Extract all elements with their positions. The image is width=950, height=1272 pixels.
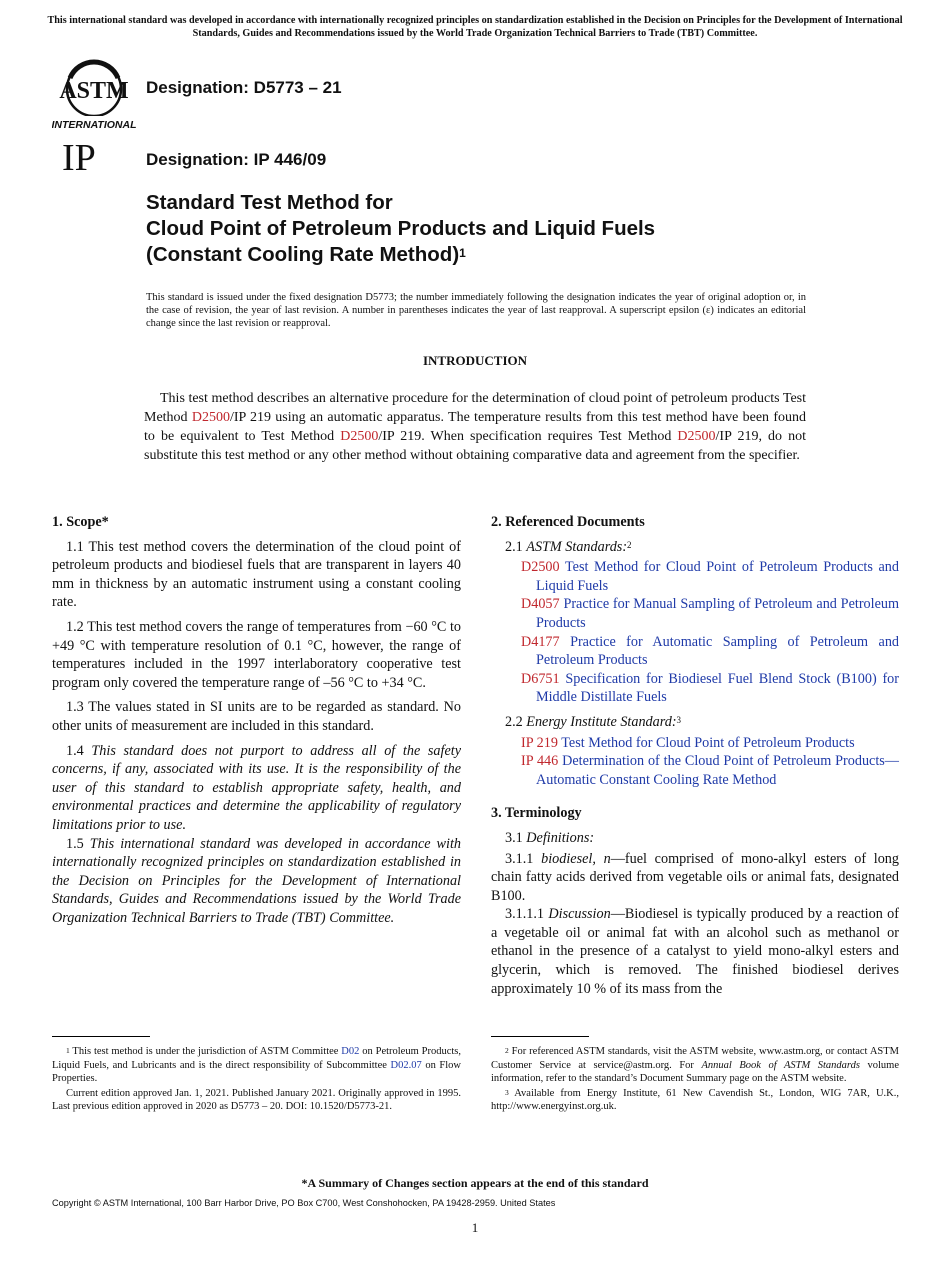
link-committee-d02[interactable]: D02 [341, 1046, 360, 1057]
reference-item[interactable]: D6751 Specification for Biodiesel Fuel Blend Stock (B100) for Middle Distillate Fuels [521, 670, 899, 706]
svg-text:IP: IP [62, 137, 96, 176]
reference-item[interactable]: IP 219 Test Method for Cloud Point of Petroleum Products [521, 734, 855, 751]
energy-institute-ip-logo [60, 136, 102, 176]
svg-text:INTERNATIONAL: INTERNATIONAL [52, 119, 136, 131]
reference-item[interactable]: IP 446 Determination of the Cloud Point of Petroleum Products—Automatic Constant Cooling Rate Method [521, 753, 899, 788]
scope-1-5: 1.5 This international standard was developed in accordance with internationally recognized principles on standardization established in the Decision on Principles for the Development of International Standards, Guides and Recommendations issued by the World Trade Organization Technical Barriers to Trade (TBT) Committee. [52, 835, 461, 926]
page-number: 1 [471, 1220, 479, 1235]
introduction-heading: INTRODUCTION [422, 353, 527, 368]
reference-item[interactable]: D2500 Test Method for Cloud Point of Petroleum Products and Liquid Fuels [521, 559, 899, 594]
definition-biodiesel: 3.1.1 biodiesel, n—fuel comprised of mono-alkyl esters of long chain fatty acids derived from vegetable oils or animal fats, designated B100. [491, 850, 899, 904]
scope-1-1: 1.1 This test method covers the determination of the cloud point of petroleum products and biodiesel fuels that are transparent in layers 40 mm in thickness by an automatic instrument using a constant cooling rate. [52, 538, 461, 611]
title-line-3: (Constant Cooling Rate Method)$^1$ [146, 243, 466, 266]
issued-notice: This standard is issued under the fixed designation D5773; the number immediately following the designation indicates the year of original adoption or, in the case of revision, the year of last revision. A number in parentheses indicates the year of last reapproval. A superscript epsilon (ε) indicates an editorial change since the last revision or reapproval. [146, 292, 806, 329]
discussion-biodiesel: 3.1.1.1 Discussion—Biodiesel is typically produced by a reaction of a vegetable oil or animal fat with an alcohol such as methanol or ethanol in the presence of a catalyst to yield mono-alkyl esters and glycerin, which is removed. The finished biodiesel derives approximately 10 % of its mass from the [491, 906, 900, 997]
scope-heading: 1. Scope* [52, 514, 109, 530]
footnotes-left [52, 1045, 461, 1115]
footnote-1: $^1$ This test method is under the jurisdiction of ASTM Committee D02 on Petroleum Products, Liquid Fuels, and Lubricants and is the direct responsibility of Subcommittee D02.07 on Flow Properties. [52, 1046, 462, 1084]
link-d2500[interactable]: D2500 [340, 429, 379, 444]
scope-1-4: 1.4 This standard does not purport to address all of the safety concerns, if any, associated with its use. It is the responsibility of the user of this standard to establish appropriate safety, health, and environmental practices and determine the applicability of regulatory limitations prior to use. [52, 742, 461, 833]
svg-text:ASTM: ASTM [59, 78, 129, 104]
terminology-heading: 3. Terminology [491, 805, 582, 822]
link-d2500[interactable]: D2500 [677, 429, 716, 444]
introduction-text: This test method describes an alternative procedure for the determination of cloud point of petroleum products Test Method D2500/IP 219 using an automatic apparatus. The temperature results from this test method have been found to be equivalent to Test Method D2500/IP 219. When specification requires Test Method D2500/IP 219, do not substitute this test method or any other method without obtaining comparative data and agreement from the specifier. [144, 391, 806, 463]
astm-international-logo [52, 58, 136, 132]
summary-of-changes-note: *A Summary of Changes section appears at the end of this standard [301, 1176, 649, 1190]
right-column [491, 513, 899, 998]
reference-item[interactable]: D4177 Practice for Automatic Sampling of Petroleum and Petroleum Products [521, 633, 900, 669]
designation-ip: Designation: IP 446/09 [146, 150, 327, 169]
footnote-rule [491, 1036, 589, 1037]
copyright-line: Copyright © ASTM International, 100 Barr Harbor Drive, PO Box C700, West Conshohocken, PA 19428-2959. United States [52, 1198, 556, 1208]
edition-note: Current edition approved Jan. 1, 2021. Published January 2021. Originally approved in 1995. Last previous edition approved in 2020 as D5773 – 20. DOI: 10.1520/D5773-21. [52, 1087, 461, 1112]
astm-standards-label: 2.1 ASTM Standards:$^2$ [505, 538, 632, 555]
top-notice: This international standard was developed in accordance with internationally recognized principles on standardization established in the Decision on Principles for the Development of International Standards, Guides and Recommendations issued by the World Trade Organization Technical Barriers to Trade (TBT) Committee. [47, 15, 903, 39]
footnotes-right [491, 1045, 899, 1115]
reference-item[interactable]: D4057 Practice for Manual Sampling of Petroleum and Petroleum Products [521, 596, 900, 631]
footnote-rule [52, 1036, 150, 1037]
title-line-1: Standard Test Method for [146, 191, 393, 214]
title-line-2: Cloud Point of Petroleum Products and Liquid Fuels [146, 217, 656, 240]
link-subcommittee-d02-07[interactable]: D02.07 [390, 1059, 422, 1071]
energy-institute-standard-label: 2.2 Energy Institute Standard:$^3$ [505, 713, 682, 730]
document-title [146, 190, 655, 268]
scope-1-2: 1.2 This test method covers the range of temperatures from −60 °C to +49 °C with temperature resolution of 0.1 °C, however, the range of temperatures included in the 1997 interlaboratory cooperative test program only covered the temperature range of –56 °C to +34 °C. [52, 618, 461, 691]
definitions-label: 3.1 Definitions: [505, 829, 595, 846]
footnote-3: $^3$ Available from Energy Institute, 61 New Cavendish St., London, WIG 7AR, U.K., http://www.energyinst.org.uk. [491, 1087, 899, 1112]
referenced-documents-heading: 2. Referenced Documents [491, 514, 645, 530]
link-d2500[interactable]: D2500 [191, 410, 230, 425]
left-column [52, 513, 461, 933]
title-footnote-mark: 1 [459, 246, 466, 260]
designation-astm: Designation: D5773 – 21 [146, 78, 342, 97]
scope-1-3: 1.3 The values stated in SI units are to be regarded as standard. No other units of measurement are included in this standard. [52, 699, 461, 734]
footnote-2: $^2$ For referenced ASTM standards, visit the ASTM website, www.astm.org, or contact ASTM Customer Service at service@astm.org. For Annual Book of ASTM Standards volume information, refer to the standard’s Document Summary page on the ASTM website. [491, 1046, 899, 1084]
